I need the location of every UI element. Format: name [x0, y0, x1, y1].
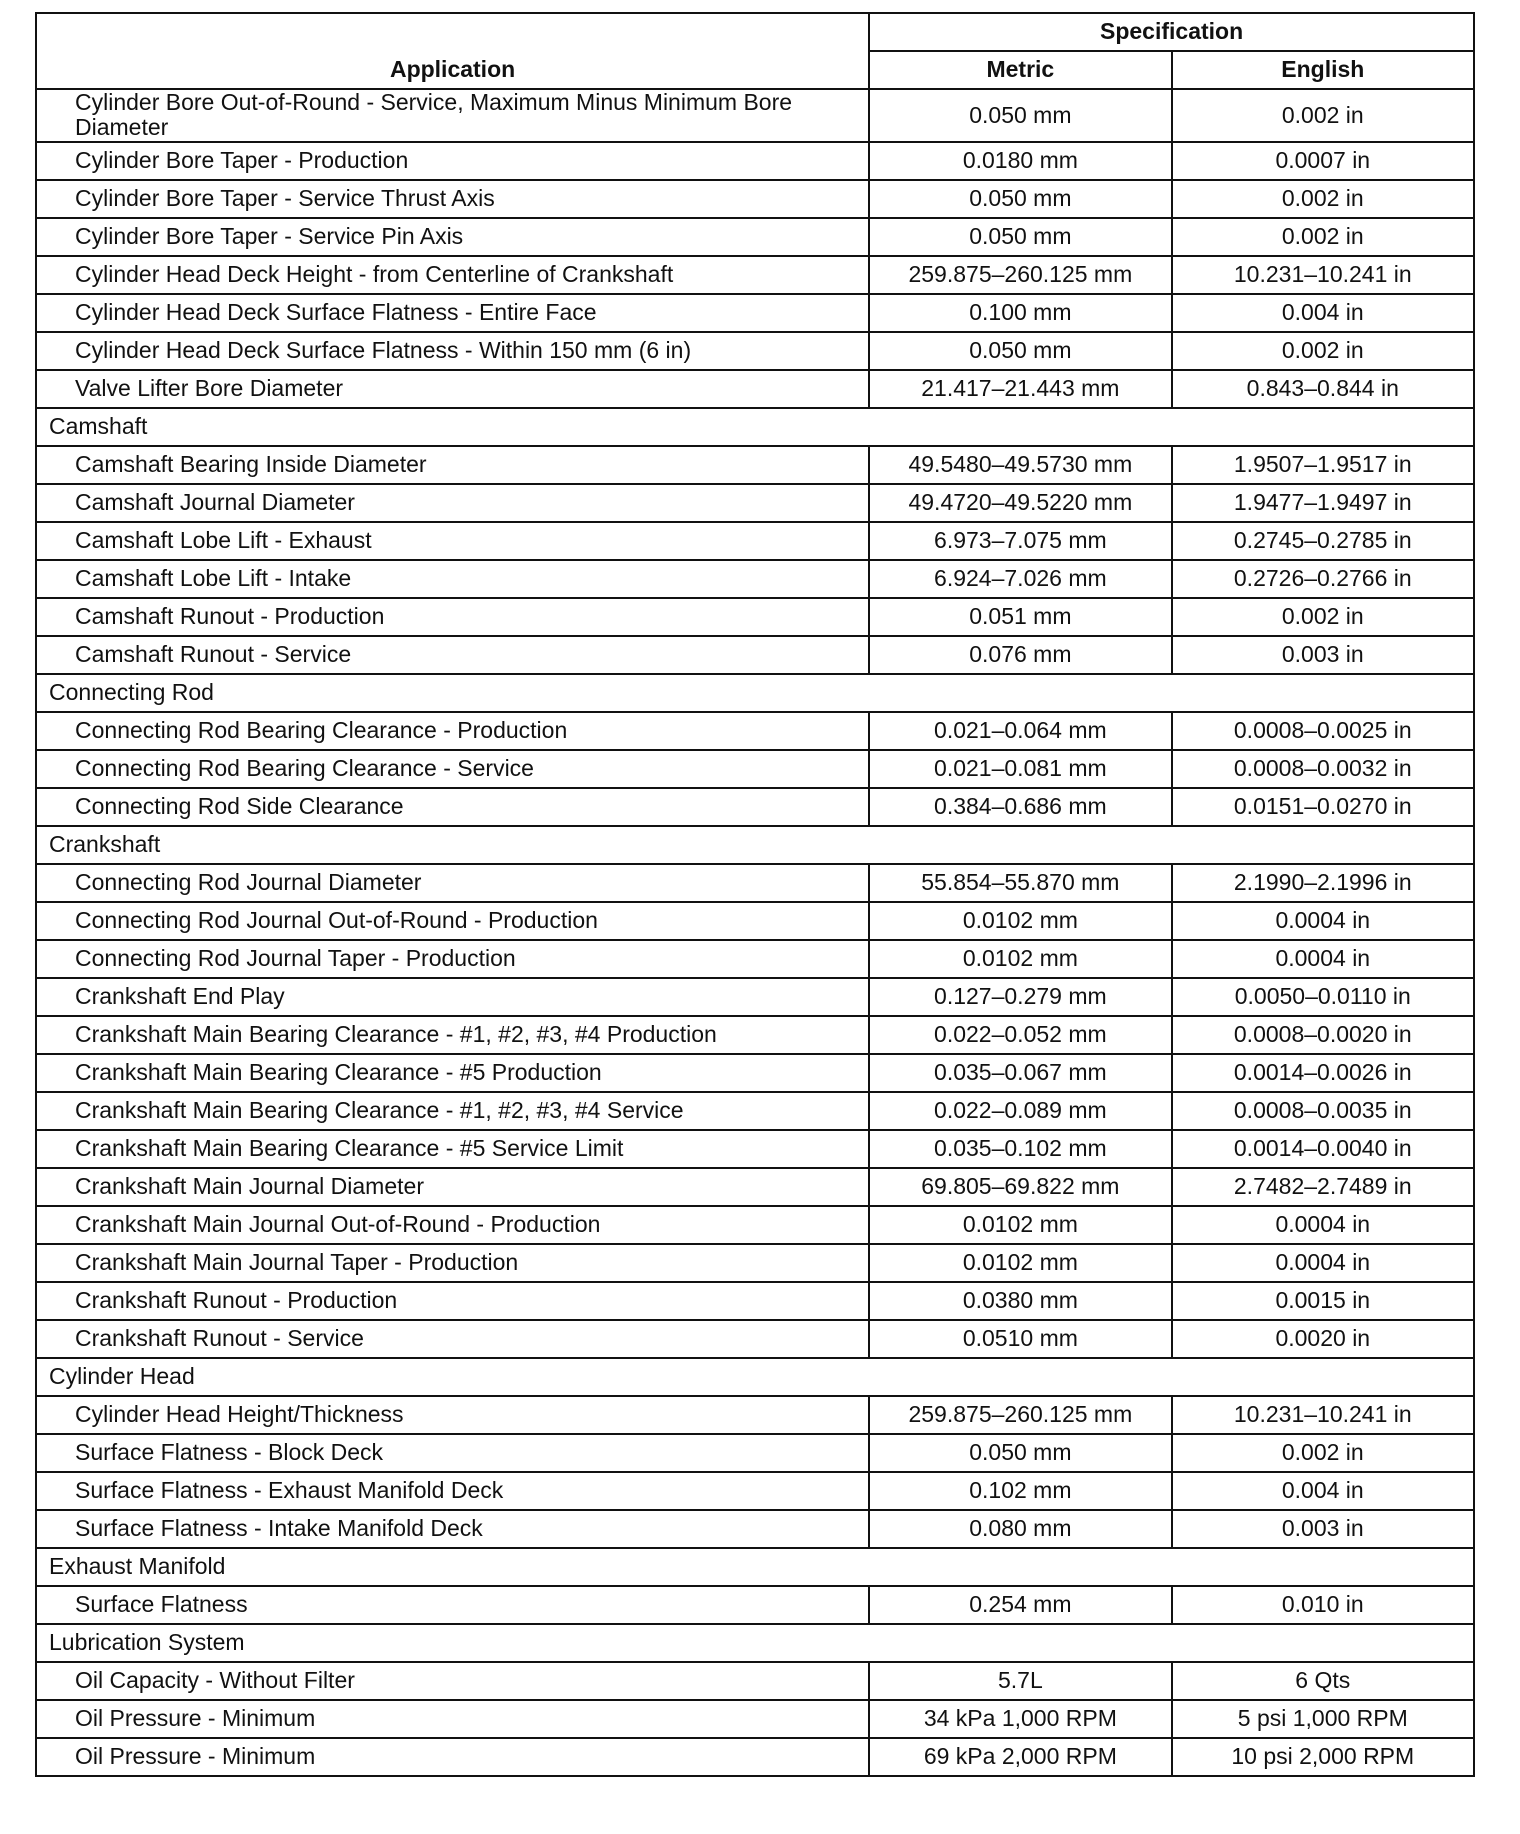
- table-row: [36, 1320, 1474, 1358]
- table-row: [36, 750, 1474, 788]
- table-row: [36, 1168, 1474, 1206]
- application-cell: Crankshaft Runout - Production: [36, 1282, 869, 1320]
- table-row: [36, 940, 1474, 978]
- english-cell: 0.2745–0.2785 in: [1172, 522, 1474, 560]
- application-cell: Crankshaft End Play: [36, 978, 869, 1016]
- table-row: [36, 484, 1474, 522]
- table-row: [36, 1130, 1474, 1168]
- application-cell: Connecting Rod Journal Taper - Production: [36, 940, 869, 978]
- table-row: [36, 1472, 1474, 1510]
- table-row: [36, 1016, 1474, 1054]
- english-cell: 0.002 in: [1172, 89, 1474, 142]
- table-row: [36, 1282, 1474, 1320]
- section-label: Cylinder Head: [36, 1358, 1474, 1396]
- metric-cell: 0.035–0.102 mm: [869, 1130, 1171, 1168]
- metric-cell: 0.0380 mm: [869, 1282, 1171, 1320]
- english-cell: 6 Qts: [1172, 1662, 1474, 1700]
- application-cell: Cylinder Head Deck Surface Flatness - Entire Face: [36, 294, 869, 332]
- english-cell: 2.7482–2.7489 in: [1172, 1168, 1474, 1206]
- english-cell: 0.002 in: [1172, 218, 1474, 256]
- metric-cell: 0.0102 mm: [869, 902, 1171, 940]
- application-cell: Crankshaft Main Journal Taper - Production: [36, 1244, 869, 1282]
- application-cell: Connecting Rod Bearing Clearance - Service: [36, 750, 869, 788]
- english-cell: 1.9507–1.9517 in: [1172, 446, 1474, 484]
- table-row: [36, 1396, 1474, 1434]
- metric-cell: 0.021–0.064 mm: [869, 712, 1171, 750]
- english-cell: 0.002 in: [1172, 332, 1474, 370]
- metric-cell: 0.100 mm: [869, 294, 1171, 332]
- metric-cell: 69.805–69.822 mm: [869, 1168, 1171, 1206]
- metric-cell: 49.4720–49.5220 mm: [869, 484, 1171, 522]
- table-row: [36, 142, 1474, 180]
- table-row: [36, 522, 1474, 560]
- table-row: [36, 902, 1474, 940]
- metric-cell: 0.080 mm: [869, 1510, 1171, 1548]
- application-cell: Camshaft Lobe Lift - Exhaust: [36, 522, 869, 560]
- metric-cell: 0.021–0.081 mm: [869, 750, 1171, 788]
- english-cell: 10.231–10.241 in: [1172, 256, 1474, 294]
- english-cell: 0.002 in: [1172, 180, 1474, 218]
- table-body: [36, 89, 1474, 1776]
- english-cell: 0.004 in: [1172, 294, 1474, 332]
- section-row: [36, 408, 1474, 446]
- application-cell: Connecting Rod Journal Diameter: [36, 864, 869, 902]
- application-cell: Connecting Rod Journal Out-of-Round - Production: [36, 902, 869, 940]
- metric-cell: 34 kPa 1,000 RPM: [869, 1700, 1171, 1738]
- english-cell: 0.0008–0.0020 in: [1172, 1016, 1474, 1054]
- table-row: [36, 712, 1474, 750]
- english-cell: 1.9477–1.9497 in: [1172, 484, 1474, 522]
- table-row: [36, 370, 1474, 408]
- english-cell: 10 psi 2,000 RPM: [1172, 1738, 1474, 1776]
- application-cell: Cylinder Bore Out-of-Round - Service, Maximum Minus Minimum Bore Diameter: [36, 89, 869, 142]
- english-cell: 0.0151–0.0270 in: [1172, 788, 1474, 826]
- table-row: [36, 1244, 1474, 1282]
- table-row: [36, 1662, 1474, 1700]
- application-cell: Crankshaft Main Bearing Clearance - #1, #2, #3, #4 Production: [36, 1016, 869, 1054]
- application-cell: Oil Pressure - Minimum: [36, 1738, 869, 1776]
- english-cell: 0.003 in: [1172, 636, 1474, 674]
- specification-table: [35, 12, 1475, 1777]
- metric-cell: 0.384–0.686 mm: [869, 788, 1171, 826]
- metric-cell: 55.854–55.870 mm: [869, 864, 1171, 902]
- application-cell: Camshaft Bearing Inside Diameter: [36, 446, 869, 484]
- english-cell: 0.0007 in: [1172, 142, 1474, 180]
- english-cell: 0.0014–0.0026 in: [1172, 1054, 1474, 1092]
- metric-cell: 21.417–21.443 mm: [869, 370, 1171, 408]
- application-cell: Oil Capacity - Without Filter: [36, 1662, 869, 1700]
- metric-cell: 0.127–0.279 mm: [869, 978, 1171, 1016]
- application-cell: Surface Flatness - Block Deck: [36, 1434, 869, 1472]
- metric-cell: 0.254 mm: [869, 1586, 1171, 1624]
- metric-cell: 5.7L: [869, 1662, 1171, 1700]
- table-row: [36, 1054, 1474, 1092]
- section-row: [36, 1358, 1474, 1396]
- section-label: Exhaust Manifold: [36, 1548, 1474, 1586]
- specification-header: Specification: [869, 13, 1474, 51]
- application-cell: Camshaft Runout - Service: [36, 636, 869, 674]
- metric-cell: 49.5480–49.5730 mm: [869, 446, 1171, 484]
- application-cell: Crankshaft Main Bearing Clearance - #5 Production: [36, 1054, 869, 1092]
- english-cell: 0.0008–0.0025 in: [1172, 712, 1474, 750]
- metric-cell: 259.875–260.125 mm: [869, 256, 1171, 294]
- english-cell: 0.2726–0.2766 in: [1172, 560, 1474, 598]
- application-cell: Crankshaft Runout - Service: [36, 1320, 869, 1358]
- table-row: [36, 864, 1474, 902]
- english-cell: 0.0020 in: [1172, 1320, 1474, 1358]
- english-cell: 0.0015 in: [1172, 1282, 1474, 1320]
- metric-cell: 0.0510 mm: [869, 1320, 1171, 1358]
- section-label: Crankshaft: [36, 826, 1474, 864]
- english-cell: 5 psi 1,000 RPM: [1172, 1700, 1474, 1738]
- metric-cell: 0.0102 mm: [869, 940, 1171, 978]
- metric-cell: 259.875–260.125 mm: [869, 1396, 1171, 1434]
- metric-cell: 0.050 mm: [869, 218, 1171, 256]
- metric-cell: 0.050 mm: [869, 89, 1171, 142]
- table-row: [36, 89, 1474, 142]
- table-row: [36, 1092, 1474, 1130]
- table-row: [36, 598, 1474, 636]
- application-cell: Crankshaft Main Bearing Clearance - #1, #2, #3, #4 Service: [36, 1092, 869, 1130]
- application-cell: Cylinder Bore Taper - Production: [36, 142, 869, 180]
- section-row: [36, 1548, 1474, 1586]
- metric-header: Metric: [869, 51, 1171, 89]
- metric-cell: 0.102 mm: [869, 1472, 1171, 1510]
- application-cell: Surface Flatness: [36, 1586, 869, 1624]
- application-cell: Surface Flatness - Intake Manifold Deck: [36, 1510, 869, 1548]
- section-label: Lubrication System: [36, 1624, 1474, 1662]
- application-cell: Camshaft Runout - Production: [36, 598, 869, 636]
- english-cell: 0.003 in: [1172, 1510, 1474, 1548]
- section-row: [36, 674, 1474, 712]
- table-row: [36, 1586, 1474, 1624]
- table-row: [36, 180, 1474, 218]
- english-cell: 2.1990–2.1996 in: [1172, 864, 1474, 902]
- table-row: [36, 256, 1474, 294]
- table-row: [36, 446, 1474, 484]
- english-cell: 0.0008–0.0035 in: [1172, 1092, 1474, 1130]
- metric-cell: 0.051 mm: [869, 598, 1171, 636]
- application-cell: Crankshaft Main Journal Diameter: [36, 1168, 869, 1206]
- table-row: [36, 1206, 1474, 1244]
- table-row: [36, 560, 1474, 598]
- table-row: [36, 294, 1474, 332]
- application-cell: Surface Flatness - Exhaust Manifold Deck: [36, 1472, 869, 1510]
- english-cell: 0.0004 in: [1172, 1206, 1474, 1244]
- application-header: Application: [36, 13, 869, 89]
- application-cell: Cylinder Bore Taper - Service Thrust Axis: [36, 180, 869, 218]
- table-row: [36, 1700, 1474, 1738]
- application-cell: Camshaft Journal Diameter: [36, 484, 869, 522]
- section-label: Camshaft: [36, 408, 1474, 446]
- table-row: [36, 978, 1474, 1016]
- table-row: [36, 332, 1474, 370]
- application-cell: Cylinder Head Deck Surface Flatness - Within 150 mm (6 in): [36, 332, 869, 370]
- english-cell: 0.843–0.844 in: [1172, 370, 1474, 408]
- english-cell: 0.0004 in: [1172, 940, 1474, 978]
- english-cell: 0.002 in: [1172, 598, 1474, 636]
- metric-cell: 0.0102 mm: [869, 1206, 1171, 1244]
- english-cell: 0.0008–0.0032 in: [1172, 750, 1474, 788]
- english-cell: 0.0014–0.0040 in: [1172, 1130, 1474, 1168]
- english-cell: 0.0004 in: [1172, 1244, 1474, 1282]
- section-label: Connecting Rod: [36, 674, 1474, 712]
- metric-cell: 0.076 mm: [869, 636, 1171, 674]
- metric-cell: 69 kPa 2,000 RPM: [869, 1738, 1171, 1776]
- header-row-top: [36, 13, 1474, 51]
- section-row: [36, 1624, 1474, 1662]
- application-cell: Connecting Rod Side Clearance: [36, 788, 869, 826]
- table-row: [36, 788, 1474, 826]
- table-row: [36, 218, 1474, 256]
- english-header: English: [1172, 51, 1474, 89]
- metric-cell: 0.022–0.089 mm: [869, 1092, 1171, 1130]
- english-cell: 0.002 in: [1172, 1434, 1474, 1472]
- english-cell: 0.004 in: [1172, 1472, 1474, 1510]
- metric-cell: 0.050 mm: [869, 180, 1171, 218]
- english-cell: 0.0050–0.0110 in: [1172, 978, 1474, 1016]
- section-row: [36, 826, 1474, 864]
- metric-cell: 0.050 mm: [869, 1434, 1171, 1472]
- metric-cell: 6.924–7.026 mm: [869, 560, 1171, 598]
- metric-cell: 0.0102 mm: [869, 1244, 1171, 1282]
- table-row: [36, 636, 1474, 674]
- application-cell: Valve Lifter Bore Diameter: [36, 370, 869, 408]
- application-cell: Camshaft Lobe Lift - Intake: [36, 560, 869, 598]
- table-row: [36, 1510, 1474, 1548]
- metric-cell: 0.050 mm: [869, 332, 1171, 370]
- table-header: [36, 13, 1474, 89]
- metric-cell: 0.022–0.052 mm: [869, 1016, 1171, 1054]
- application-cell: Connecting Rod Bearing Clearance - Production: [36, 712, 869, 750]
- table-row: [36, 1738, 1474, 1776]
- application-cell: Cylinder Head Height/Thickness: [36, 1396, 869, 1434]
- application-cell: Cylinder Head Deck Height - from Centerline of Crankshaft: [36, 256, 869, 294]
- metric-cell: 6.973–7.075 mm: [869, 522, 1171, 560]
- english-cell: 0.010 in: [1172, 1586, 1474, 1624]
- english-cell: 0.0004 in: [1172, 902, 1474, 940]
- application-cell: Oil Pressure - Minimum: [36, 1700, 869, 1738]
- table-row: [36, 1434, 1474, 1472]
- application-cell: Crankshaft Main Journal Out-of-Round - Production: [36, 1206, 869, 1244]
- metric-cell: 0.0180 mm: [869, 142, 1171, 180]
- application-cell: Cylinder Bore Taper - Service Pin Axis: [36, 218, 869, 256]
- metric-cell: 0.035–0.067 mm: [869, 1054, 1171, 1092]
- application-cell: Crankshaft Main Bearing Clearance - #5 Service Limit: [36, 1130, 869, 1168]
- english-cell: 10.231–10.241 in: [1172, 1396, 1474, 1434]
